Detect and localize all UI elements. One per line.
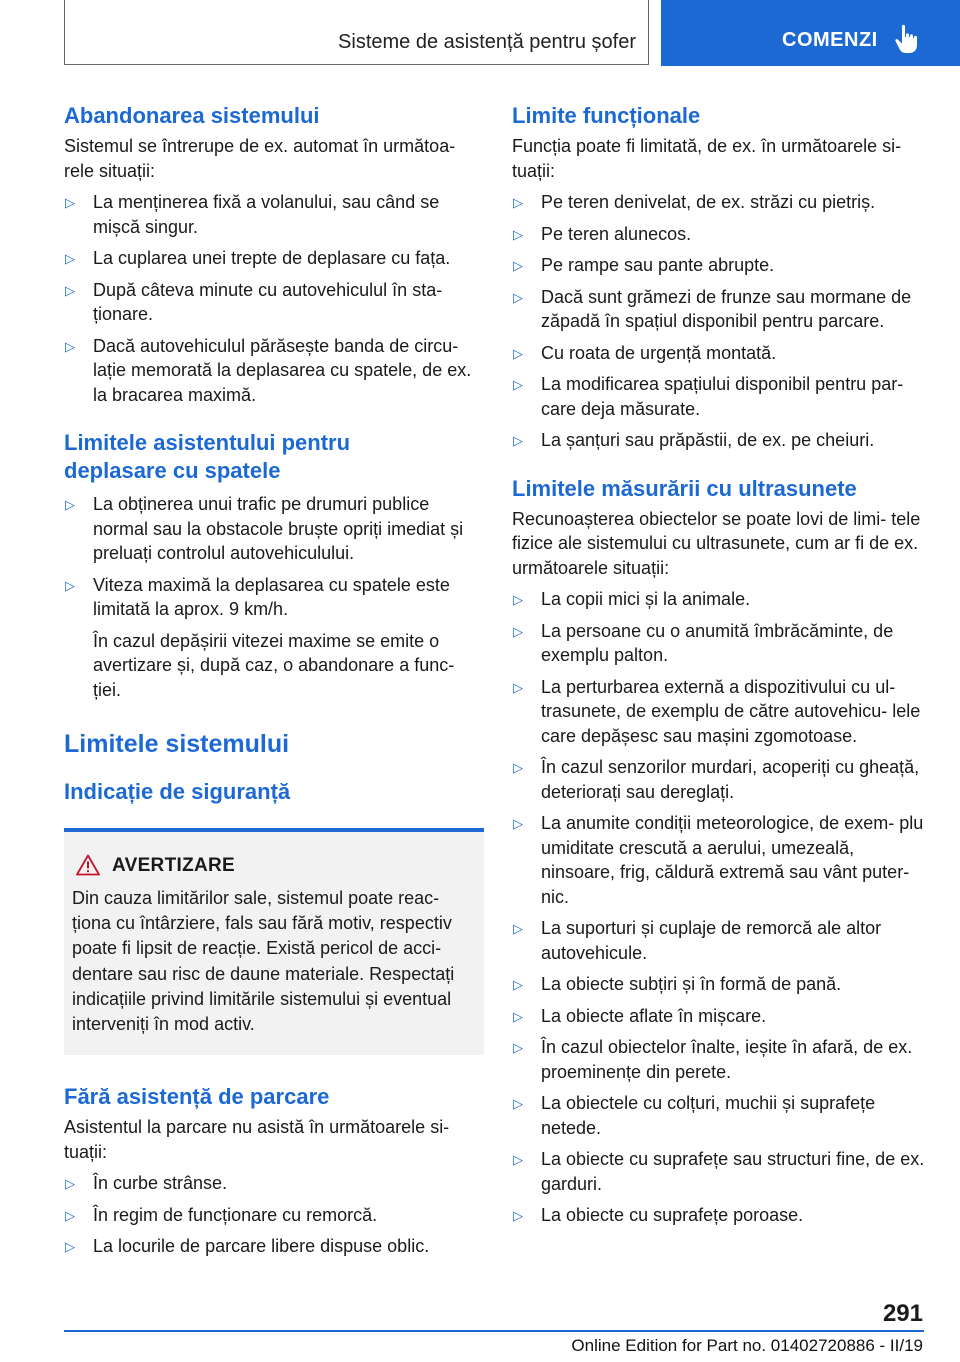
chapter-tab[interactable]	[661, 0, 960, 66]
triangle-bullet-icon: ▷	[513, 977, 523, 992]
triangle-bullet-icon: ▷	[513, 433, 523, 448]
triangle-bullet-icon: ▷	[65, 1239, 75, 1255]
triangle-bullet-icon: ▷	[513, 816, 523, 831]
list-item: ▷ În cazul obiectelor înalte, ieșite în afară, de ex. proeminențe din perete.	[513, 1037, 913, 1082]
list-item: ▷ La obiecte subțiri și în formă de pană.	[512, 972, 932, 997]
warning-triangle-icon	[76, 854, 100, 876]
list-item: ▷ La obiecte cu suprafețe poroase.	[512, 1203, 932, 1228]
triangle-bullet-icon: ▷	[513, 195, 523, 210]
list-item: ▷ Dacă sunt grămezi de frunze sau mormane de zăpadă în spațiul disponibil pentru parcare.	[513, 286, 912, 331]
triangle-bullet-icon: ▷	[65, 338, 75, 354]
intro-limite-functionale: Funcția poate fi limitată, de ex. în următoarele si- tuații:	[512, 136, 902, 181]
list-item: ▷ La copii mici și la animale.	[512, 587, 932, 612]
list-item: ▷ La obiecte aflate în mișcare.	[512, 1004, 932, 1029]
list-item: ▷ La cuplarea unei trepte de deplasare cu fața.	[64, 246, 484, 271]
triangle-bullet-icon: ▷	[513, 1208, 523, 1223]
list-abandonarea	[64, 190, 484, 407]
heading-limitele-masurarii: Limitele măsurării cu ultrasunete	[512, 475, 857, 501]
footer-divider	[64, 1330, 924, 1332]
triangle-bullet-icon: ▷	[513, 623, 523, 639]
triangle-bullet-icon: ▷	[513, 1152, 523, 1167]
list-item: ▷ La anumite condiții meteorologice, de exem- plu umiditate crescută a aerului, umezeală, ninsoare, frig, căldură extremă sau vânt puter- nic.	[513, 813, 924, 907]
heading-indicatie-siguranta: Indicație de siguranță	[64, 779, 291, 804]
triangle-bullet-icon: ▷	[65, 1207, 75, 1223]
triangle-bullet-icon: ▷	[513, 592, 523, 607]
intro-abandonarea: Sistemul se întrerupe de ex. automat în următoa- rele situații:	[64, 136, 456, 181]
intro-fara-asistenta: Asistentul la parcare nu asistă în următoarele si- tuații:	[64, 1117, 450, 1162]
warning-label: AVERTIZARE	[112, 855, 235, 876]
list-item: ▷ La obținerea unui trafic pe drumuri publice normal sau la obstacole bruște opriți imediat și preluați controlul autovehiculului.	[65, 494, 464, 563]
list-item: ▷ Dacă autovehiculul părăsește banda de circu- lație memorată la deplasarea cu spatele, de ex. la bracarea maximă.	[65, 335, 472, 405]
list-item: ▷ La modificarea spațiului disponibil pentru par- care deja măsurate.	[513, 374, 904, 419]
triangle-bullet-icon: ▷	[65, 282, 75, 298]
list-fara-asistenta	[64, 1171, 484, 1259]
list-item: ▷ Cu roata de urgență montată.	[512, 341, 932, 366]
list-item: ▷ În cazul senzorilor murdari, acoperiți cu gheață, deteriorați sau dereglați.	[513, 757, 920, 802]
list-limitele-masurarii	[512, 587, 932, 1228]
chapter-tab-label: COMENZI	[782, 29, 878, 51]
left-column	[64, 100, 484, 1259]
triangle-bullet-icon: ▷	[65, 577, 75, 593]
warning-header	[72, 854, 476, 878]
triangle-bullet-icon: ▷	[65, 497, 75, 512]
triangle-bullet-icon: ▷	[513, 258, 523, 273]
warning-text: Din cauza limitărilor sale, sistemul poate reac- ționa cu întârziere, fals sau fără motiv, respectiv poate fi lipsit de reacție. Există pericol de acci- dentare sau risc de daune materiale. Respectați indicațiile privind limitările sistemului și eventual interveniți în mod activ.	[72, 888, 455, 1035]
triangle-bullet-icon: ▷	[65, 251, 75, 266]
page-header	[0, 0, 960, 66]
triangle-bullet-icon: ▷	[65, 195, 75, 210]
list-item: ▷ La menținerea fixă a volanului, sau când se mișcă singur.	[65, 192, 440, 237]
list-item: ▷ La suporturi și cuplaje de remorcă ale altor autovehicule.	[513, 918, 882, 963]
list-item: ▷ După câteva minute cu autovehiculul în sta- ționare.	[65, 279, 443, 324]
triangle-bullet-icon: ▷	[513, 760, 523, 775]
list-item: ▷ În regim de funcționare cu remorcă.	[64, 1203, 484, 1228]
warning-box	[64, 828, 484, 1055]
triangle-bullet-icon: ▷	[513, 1040, 523, 1055]
triangle-bullet-icon: ▷	[65, 1176, 75, 1192]
list-item: ▷ Viteza maximă la deplasarea cu spatele este limitată la aprox. 9 km/h. În cazul depășirii vitezei maxime se emite o avertizare și, după caz, o abandonare a func- ției.	[64, 573, 484, 703]
right-column	[512, 100, 932, 1228]
list-item: ▷ La perturbarea externă a dispozitivului cu ul- trasunete, de exemplu de către autovehicu- lele care depășesc sau mașini zgomotoase.	[513, 676, 921, 746]
triangle-bullet-icon: ▷	[513, 226, 523, 242]
list-item: ▷ La obiectele cu colțuri, muchii și suprafețe netede.	[513, 1093, 876, 1138]
triangle-bullet-icon: ▷	[513, 1096, 523, 1111]
list-item: ▷ În curbe strânse.	[64, 1171, 484, 1196]
list-item: ▷ Pe teren denivelat, de ex. străzi cu pietriș.	[512, 190, 932, 215]
page-number: 291	[882, 1300, 923, 1327]
heading-abandonarea-sistemului: Abandonarea sistemului	[64, 103, 320, 128]
triangle-bullet-icon: ▷	[513, 345, 523, 361]
triangle-bullet-icon: ▷	[513, 289, 523, 305]
heading-fara-asistenta: Fără asistență de parcare	[64, 1084, 330, 1110]
list-item: ▷ La persoane cu o anumită îmbrăcăminte, de exemplu palton.	[513, 620, 894, 665]
triangle-bullet-icon: ▷	[513, 679, 523, 695]
list-item: ▷ La obiecte cu suprafețe sau structuri fine, de ex. garduri.	[513, 1149, 925, 1194]
list-item: ▷ La locurile de parcare libere dispuse oblic.	[64, 1234, 484, 1259]
heading-limitele-sistemului: Limitele sistemului	[64, 730, 290, 758]
edition-text: Online Edition for Part no. 01402720886 - II/19	[571, 1336, 923, 1355]
list-item: ▷ Pe teren alunecos.	[512, 222, 932, 247]
list-item: ▷ La șanțuri sau prăpăstii, de ex. pe cheiuri.	[512, 428, 932, 453]
intro-limitele-masurarii: Recunoașterea obiectelor se poate lovi de limi- tele fizice ale sistemului cu ultrasunete, cum ar fi de ex. următoarele situații:	[512, 508, 921, 578]
section-title: Sisteme de asistență pentru șofer	[338, 31, 636, 53]
triangle-bullet-icon: ▷	[513, 1008, 523, 1024]
hand-pointer-icon	[893, 24, 921, 54]
list-item-note: În cazul depășirii vitezei maxime se emite o avertizare și, după caz, o abandonare a func- ției.	[93, 630, 455, 700]
triangle-bullet-icon: ▷	[513, 377, 523, 392]
page-footer	[0, 1290, 960, 1362]
list-limite-functionale	[512, 190, 932, 453]
heading-limitele-asistentului: Limitele asistentului pentru deplasare cu spatele	[64, 430, 351, 483]
heading-limite-functionale: Limite funcționale	[512, 103, 701, 128]
list-item: ▷ Pe rampe sau pante abrupte.	[512, 253, 932, 278]
list-limitele-asistentului	[64, 492, 484, 702]
triangle-bullet-icon: ▷	[513, 921, 523, 936]
